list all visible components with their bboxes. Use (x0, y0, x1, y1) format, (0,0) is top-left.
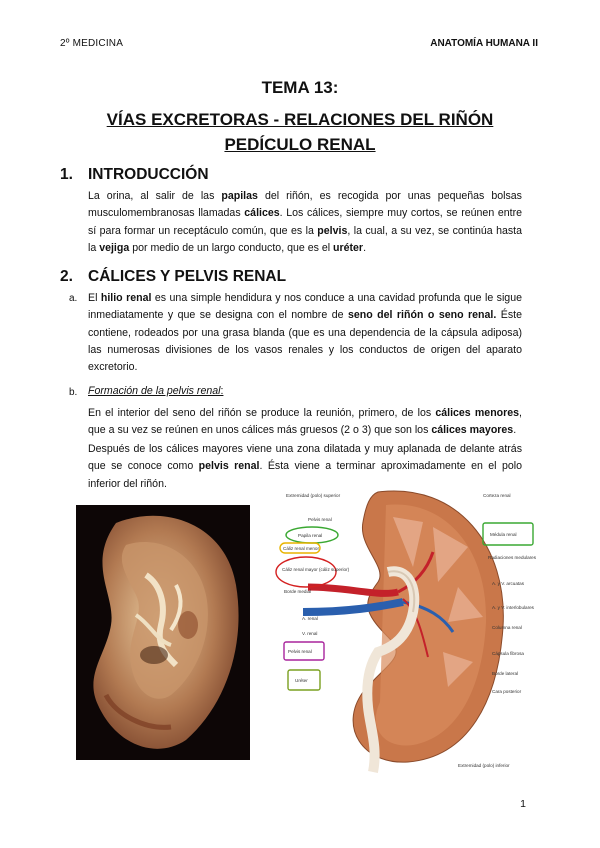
label-capsule: Cápsula fibrosa (492, 651, 524, 656)
hilio-paragraph: El hilio renal es una simple hendidura y nos conduce a una cavidad profunda que le sigue inmediatamente y que se designa con el nombre de seno del riñón o seno renal. Éste contiene, rodeados por una grasa blanda (que es una dependencia de la cápsula adiposa) las numerosas divisiones de los vasos renales y los conductos de origen del aparato excretorio. (88, 292, 522, 374)
kidney-anatomy-diagram (268, 487, 542, 777)
label-radiations: Radiaciones medulares (488, 555, 537, 560)
label-ureter: Uréter (295, 678, 308, 683)
label-upper-pole: Extremidad (polo) superior (286, 493, 341, 498)
list-marker-a: a. (69, 293, 78, 304)
label-minor-calyx: Cáliz renal menor (283, 546, 319, 551)
header-course: 2º MEDICINA (60, 38, 124, 49)
topic-number: TEMA 13: (261, 78, 339, 97)
header-subject: ANATOMÍA HUMANA II (430, 38, 538, 49)
label-renal-artery: A. renal (302, 616, 318, 621)
label-papila: Papila renal (298, 533, 323, 538)
section-2-heading (60, 268, 286, 286)
pelvis-paragraph: Después de los cálices mayores viene una zona dilatada y muy aplanada de delante atrás que se conoce como pelvis renal. Ésta viene a terminar aproximadamente en el polo inferior del riñón. (88, 443, 523, 490)
topic-title: VÍAS EXCRETORAS - RELACIONES DEL RIÑÓN (106, 110, 494, 129)
kidney-section-photo (76, 505, 250, 760)
title-block (0, 78, 600, 160)
label-arcuate: A. y V. arcuatas (492, 581, 525, 586)
calices-paragraph: En el interior del seno del riñón se produce la reunión, primero, de los cálices menores, que a su vez se reúnen en unos cálices más gruesos (2 o 3) que son los cálices mayores. (88, 407, 522, 437)
section-title: INTRODUCCIÓN (88, 166, 209, 183)
label-interlobular: A. y V. interlobulares (492, 605, 534, 610)
section-number: 1. (60, 166, 73, 183)
intro-paragraph: La orina, al salir de las papilas del riñón, es recogida por unas pequeñas bolsas musculomembranosas llamadas cálices. Los cálices, siempre muy cortos, se reúnen entre sí para formar un receptáculo común, que es la pelvis, la cual, a su vez, se continúa hasta la vejiga por medio de un largo conducto, que es el uréter. (88, 190, 523, 254)
label-cortex: Corteza renal (483, 493, 511, 498)
subsection-heading: Formación de la pelvis renal: (88, 385, 224, 397)
topic-subtitle: PEDÍCULO RENAL (224, 135, 376, 154)
label-column: Columna renal (492, 625, 522, 630)
list-marker-b: b. (69, 387, 78, 398)
label-posterior-face: Cara posterior (492, 689, 522, 694)
label-medial-border: Borde medial (284, 589, 312, 594)
label-major-calyx: Cáliz renal mayor (cáliz superior) (282, 567, 350, 572)
page-number: 1 (520, 798, 526, 810)
section-1-heading (60, 166, 209, 184)
section-title: CÁLICES Y PELVIS RENAL (88, 268, 287, 285)
label-medulla: Médula renal (490, 532, 517, 537)
label-pelvis-top: Pelvis renal (308, 517, 332, 522)
label-lateral-border: Borde lateral (492, 671, 519, 676)
section-number: 2. (60, 268, 73, 285)
label-lower-pole: Extremidad (polo) inferior (458, 763, 510, 768)
label-renal-vein: V. renal (302, 631, 318, 636)
label-pelvis: Pelvis renal (288, 649, 312, 654)
